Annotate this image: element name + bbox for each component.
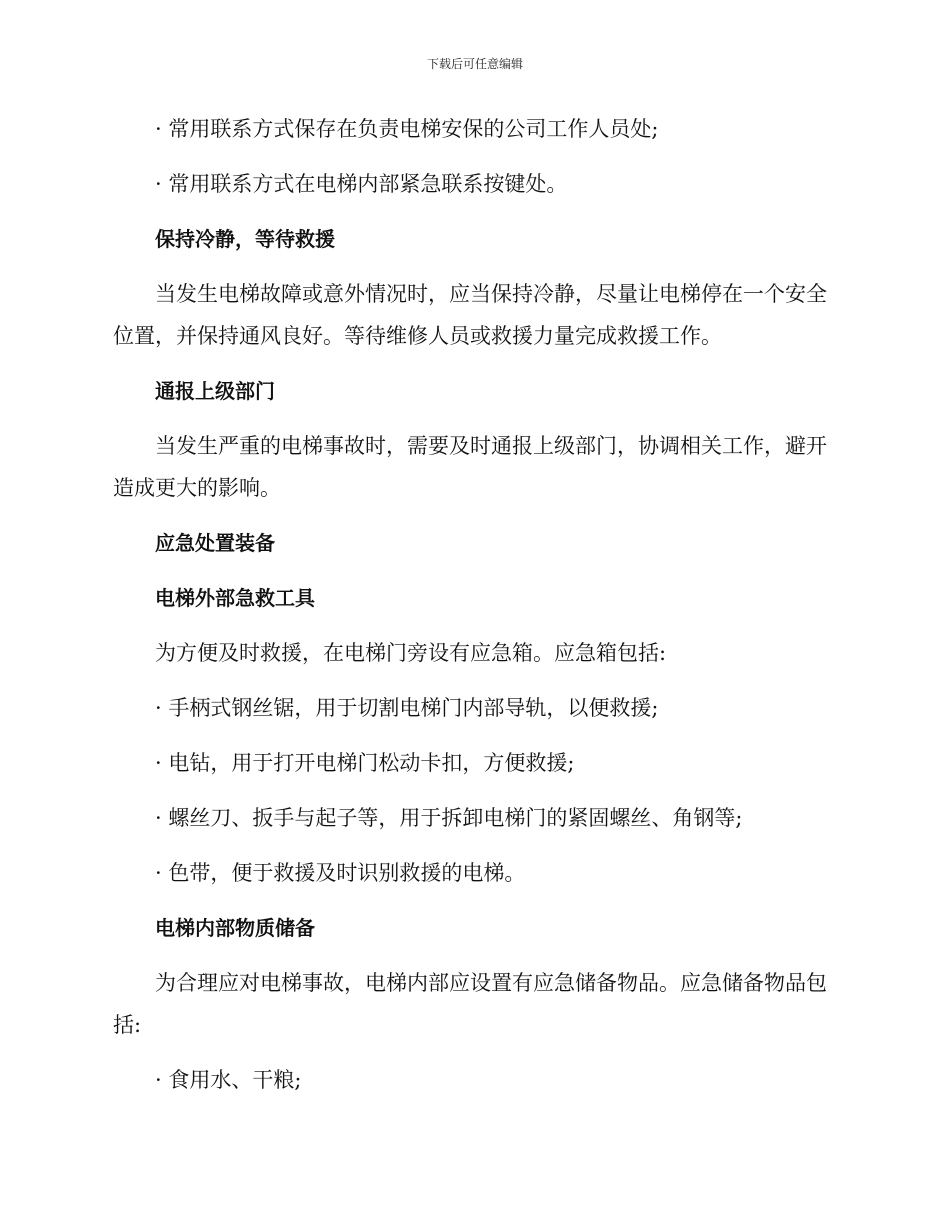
paragraph-emergency-box-intro: 为方便及时救援，在电梯门旁设有应急箱。应急箱包括: (155, 641, 667, 665)
bullet-contact-security-company: · 常用联系方式保存在负责电梯安保的公司工作人员处; (155, 117, 659, 141)
bullet-screwdriver-wrench: · 螺丝刀、扳手与起子等，用于拆卸电梯门的紧固螺丝、角钢等; (155, 806, 743, 830)
section-heading-external-rescue-tools: 电梯外部急救工具 (155, 586, 315, 610)
bullet-wire-saw: · 手柄式钢丝锯，用于切割电梯门内部导轨，以便救援; (155, 696, 659, 720)
document-body (113, 108, 833, 1114)
paragraph-notify-superiors: 当发生严重的电梯事故时，需要及时通报上级部门，协调相关工作，避开造成更大的影响。 (113, 434, 827, 500)
section-heading-stay-calm: 保持冷静，等待救援 (155, 227, 335, 251)
section-heading-internal-supplies: 电梯内部物质储备 (155, 916, 315, 940)
bullet-contact-emergency-button: · 常用联系方式在电梯内部紧急联系按键处。 (155, 172, 568, 196)
bullet-color-tape: · 色带，便于救援及时识别救援的电梯。 (155, 861, 526, 885)
paragraph-internal-supplies-intro: 为合理应对电梯事故，电梯内部应设置有应急储备物品。应急储备物品包括: (113, 971, 827, 1037)
section-heading-emergency-equipment: 应急处置装备 (155, 531, 275, 555)
bullet-water-food: · 食用水、干粮; (155, 1068, 302, 1092)
bullet-electric-drill: · 电钻，用于打开电梯门松动卡扣，方便救援; (155, 751, 575, 775)
section-heading-notify-superiors: 通报上级部门 (155, 379, 275, 403)
page-header-note: 下载后可任意编辑 (426, 57, 523, 71)
paragraph-stay-calm: 当发生电梯故障或意外情况时，应当保持冷静，尽量让电梯停在一个安全位置，并保持通风良好。等待维修人员或救援力量完成救援工作。 (113, 282, 827, 348)
